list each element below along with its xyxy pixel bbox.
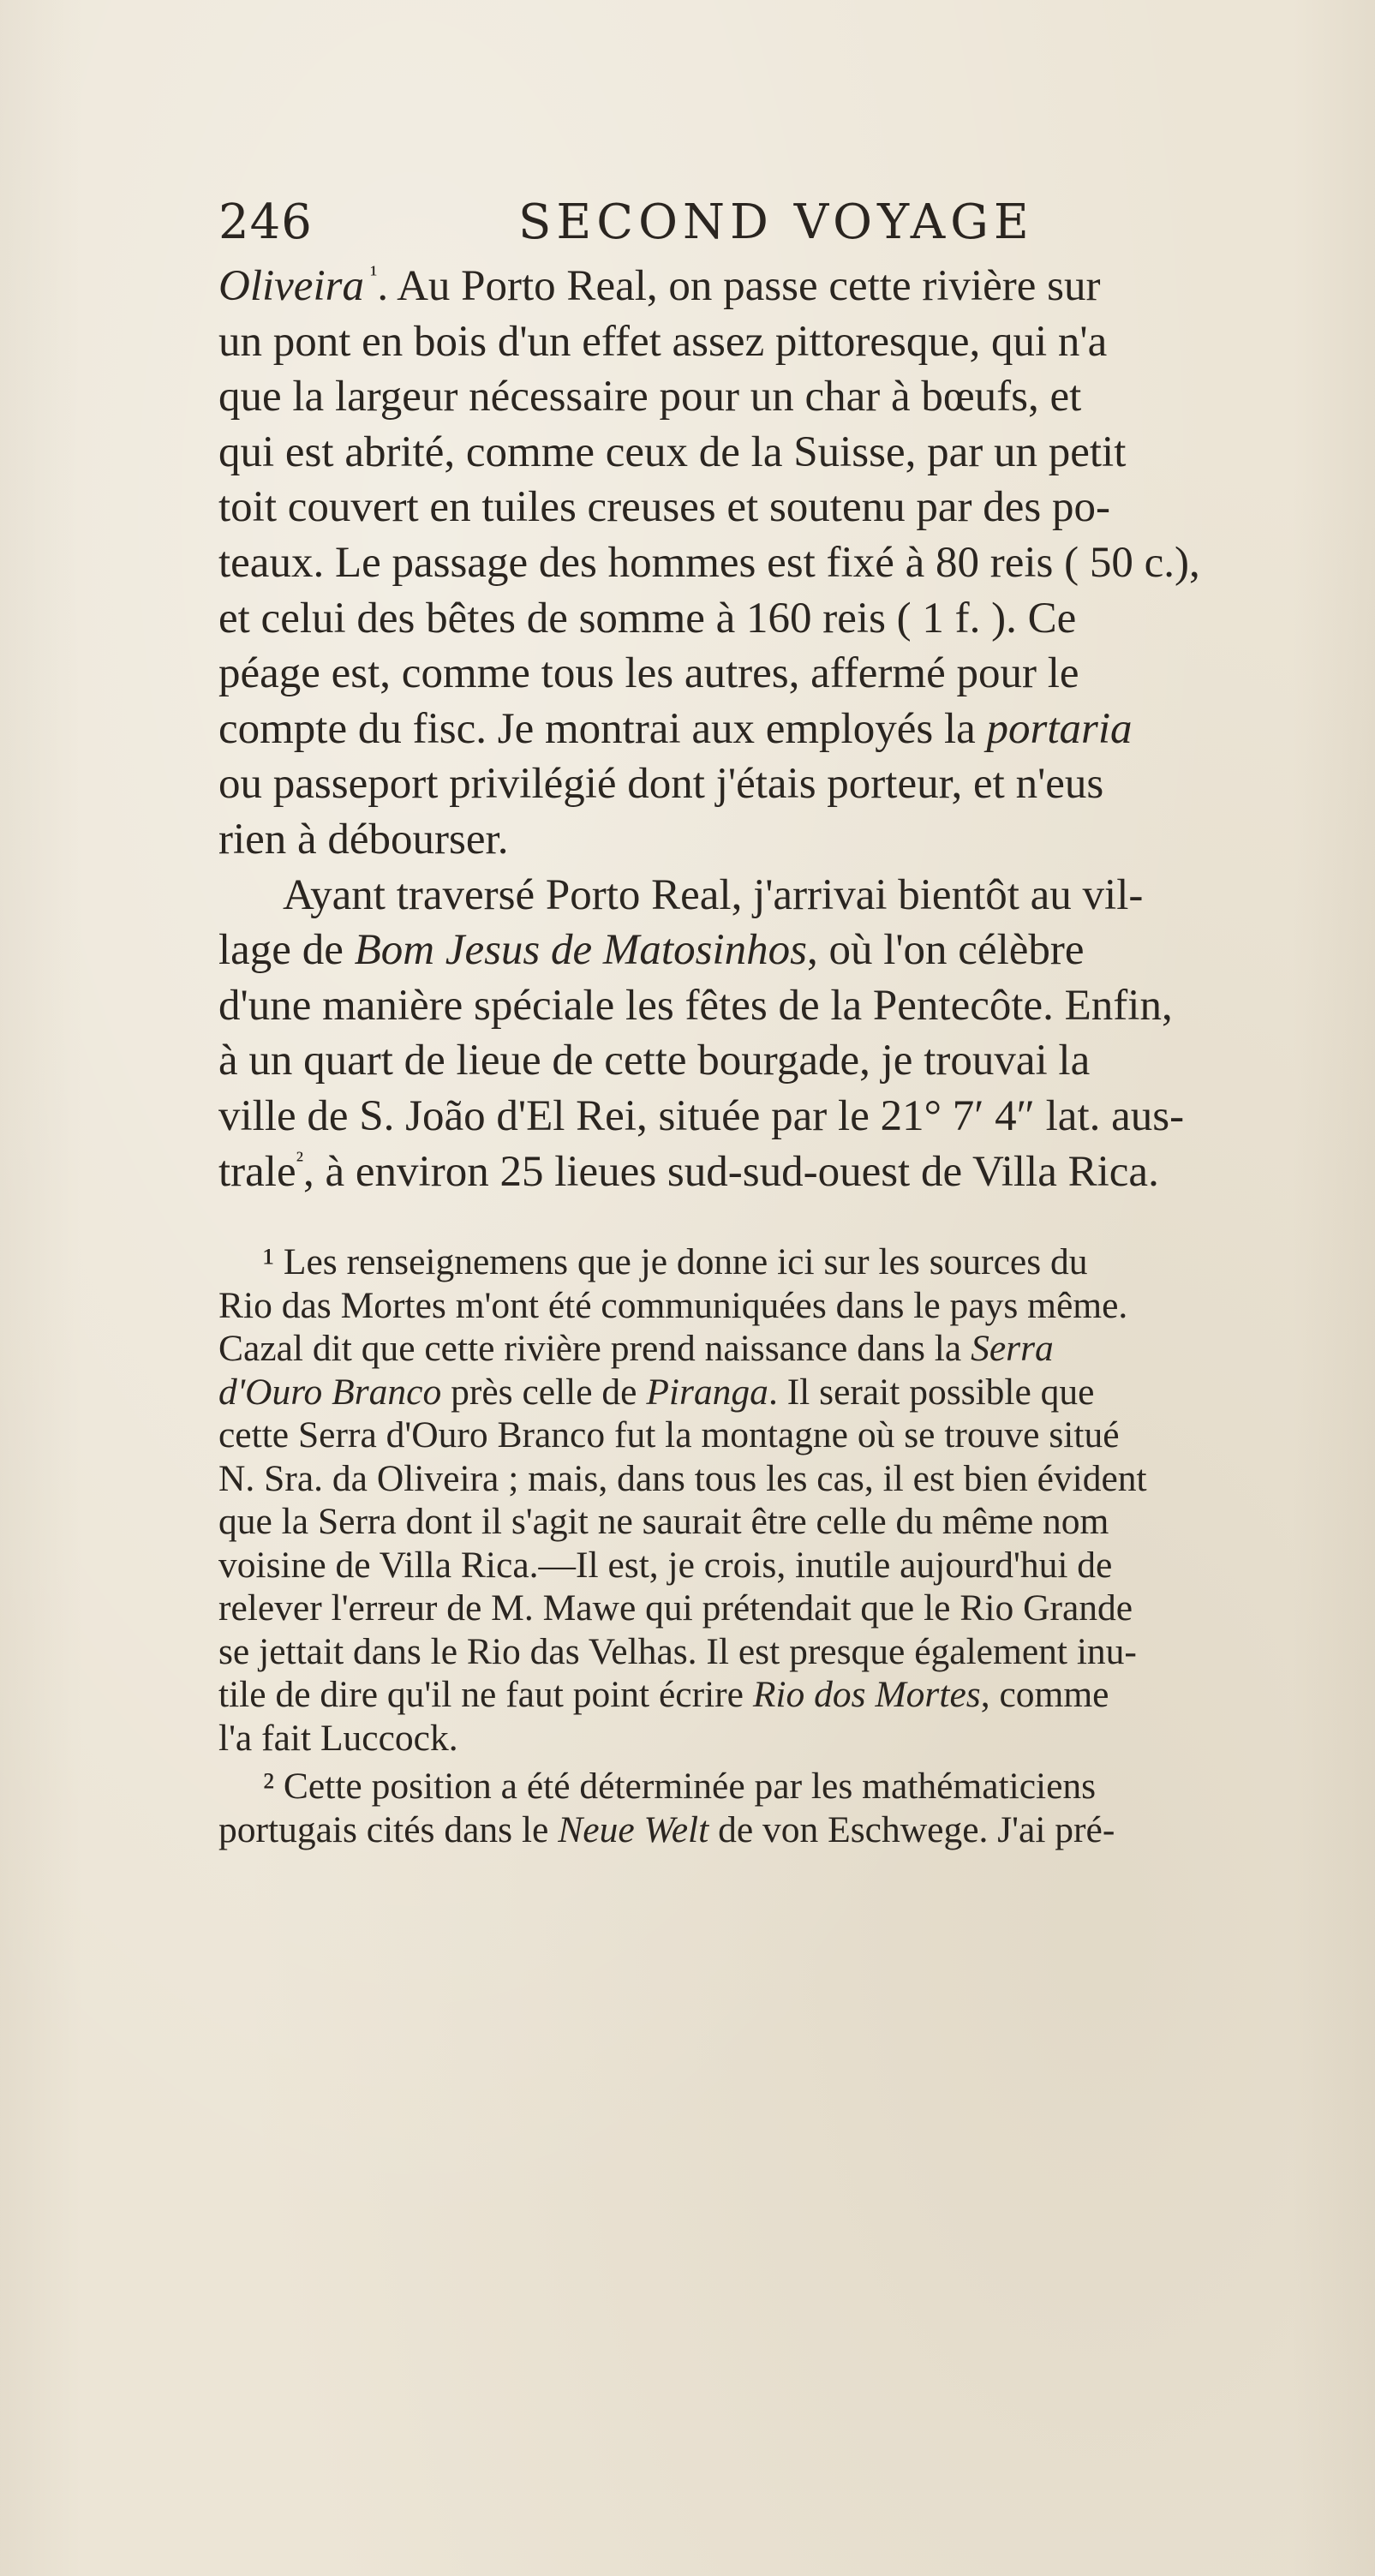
text-segment: de von Eschwege. J'ai pré-: [708, 1808, 1115, 1850]
footnote-line: [218, 1673, 1349, 1717]
text-segment: et celui des bêtes de somme à 160 reis ( 1 f. ). Ce: [218, 594, 1077, 643]
footnote-line: [218, 1808, 1349, 1852]
text-line: [218, 259, 1349, 314]
text-line: [218, 646, 1349, 702]
page-header: [218, 188, 1349, 257]
footnotes: [218, 1240, 1349, 1851]
text-segment: voisine de Villa Rica.—Il est, je crois, inutile aujourd'hui de: [218, 1544, 1113, 1586]
text-line: [218, 812, 1349, 868]
text-segment: Rio das Mortes m'ont été communiquées dans le pays même.: [218, 1284, 1128, 1326]
text-line: [218, 591, 1349, 647]
text-line: [218, 868, 1349, 923]
running-head: SECOND VOYAGE: [518, 194, 1034, 250]
section-gap: [218, 1199, 1349, 1240]
italic-text: Oliveira: [218, 262, 364, 310]
text-segment: teaux. Le passage des hommes est fixé à 80 reis ( 50 c.),: [218, 538, 1200, 587]
text-line: [218, 1033, 1349, 1089]
italic-text: Neue Welt: [558, 1808, 709, 1850]
text-line: [218, 756, 1349, 812]
text-line: [218, 314, 1349, 370]
text-segment: lage de: [218, 926, 355, 975]
text-segment: , à environ 25 lieues sud-sud-ouest de Villa Rica.: [303, 1147, 1159, 1196]
footnote-line: [218, 1457, 1349, 1501]
text-segment: portugais cités dans le: [218, 1808, 559, 1850]
text-segment: que la Serra dont il s'agit ne saurait être celle du même nom: [218, 1501, 1109, 1543]
text-segment: près celle de: [441, 1371, 647, 1413]
footnote-line: [218, 1544, 1349, 1587]
page-number: 246: [218, 194, 313, 250]
text-line: [218, 1089, 1349, 1145]
text-segment: , où l'on célèbre: [806, 926, 1085, 975]
footnote-line: [218, 1587, 1349, 1630]
footnote-line: [218, 1371, 1349, 1414]
text-segment: que la largeur nécessaire pour un char à bœufs, et: [218, 373, 1082, 421]
text-segment: , comme: [980, 1674, 1109, 1716]
text-segment: qui est abrité, comme ceux de la Suisse, par un petit: [218, 427, 1127, 476]
italic-text: Piranga: [646, 1371, 768, 1413]
text-line: [218, 702, 1349, 757]
text-segment: ² Cette position a été déterminée par les mathématiciens: [263, 1766, 1097, 1808]
footnote-marker: ²: [296, 1146, 304, 1174]
text-segment: ou passeport privilégié dont j'étais porteur, et n'eus: [218, 760, 1104, 809]
footnote-line: [218, 1327, 1349, 1371]
text-segment: rien à débourser.: [218, 815, 509, 864]
text-line: [218, 425, 1349, 481]
text-segment: ¹ Les renseignemens que je donne ici sur les sources du: [263, 1241, 1088, 1283]
text-line: [218, 369, 1349, 425]
italic-text: d'Ouro Branco: [218, 1371, 442, 1413]
text-segment: à un quart de lieue de cette bourgade, je trouvai la: [218, 1037, 1091, 1085]
text-line: [218, 978, 1349, 1034]
text-segment: trale: [218, 1147, 296, 1196]
text-segment: ville de S. João d'El Rei, située par le 21° 7′ 4″ lat. aus-: [218, 1091, 1185, 1140]
text-segment: toit couvert en tuiles creuses et soutenu par des po-: [218, 483, 1110, 532]
text-line: [218, 535, 1349, 591]
text-line: [218, 1145, 1349, 1200]
text-segment: péage est, comme tous les autres, affermé pour le: [218, 649, 1079, 698]
text-segment: relever l'erreur de M. Mawe qui prétendait que le Rio Grande: [218, 1587, 1133, 1629]
text-segment: d'une manière spéciale les fêtes de la Pentecôte. Enfin,: [218, 981, 1173, 1030]
book-page: [218, 188, 1349, 1851]
text-segment: compte du fisc. Je montrai aux employés la: [218, 704, 987, 753]
italic-text: portaria: [986, 704, 1133, 753]
main-text: [218, 259, 1349, 1199]
text-segment: cette Serra d'Ouro Branco fut la montagne où se trouve situé: [218, 1414, 1120, 1456]
text-line: [218, 480, 1349, 535]
footnote-line: [218, 1630, 1349, 1674]
italic-text: Serra: [971, 1328, 1054, 1370]
text-segment: l'a fait Luccock.: [218, 1717, 458, 1759]
text-segment: Ayant traversé Porto Real, j'arrivai bientôt au vil-: [283, 870, 1144, 919]
text-segment: un pont en bois d'un effet assez pittoresque, qui n'a: [218, 317, 1108, 366]
footnote-line: [218, 1240, 1349, 1284]
italic-text: Bom Jesus de Matosinhos: [354, 926, 807, 975]
footnote-line: [218, 1500, 1349, 1544]
text-segment: . Il serait possible que: [768, 1371, 1095, 1413]
footnote-line: [218, 1765, 1349, 1808]
footnote-line: [218, 1414, 1349, 1457]
text-segment: N. Sra. da Oliveira ; mais, dans tous les cas, il est bien évident: [218, 1457, 1147, 1499]
text-segment: Cazal dit que cette rivière prend naissance dans la: [218, 1328, 971, 1370]
footnote-marker: ¹: [363, 260, 378, 288]
italic-text: Rio dos Mortes: [752, 1674, 981, 1716]
text-line: [218, 923, 1349, 978]
footnote-line: [218, 1284, 1349, 1328]
text-segment: se jettait dans le Rio das Velhas. Il est presque également inu-: [218, 1630, 1137, 1672]
text-segment: tile de dire qu'il ne faut point écrire: [218, 1674, 753, 1716]
footnote-line: [218, 1717, 1349, 1760]
text-segment: . Au Porto Real, on passe cette rivière sur: [377, 262, 1101, 310]
